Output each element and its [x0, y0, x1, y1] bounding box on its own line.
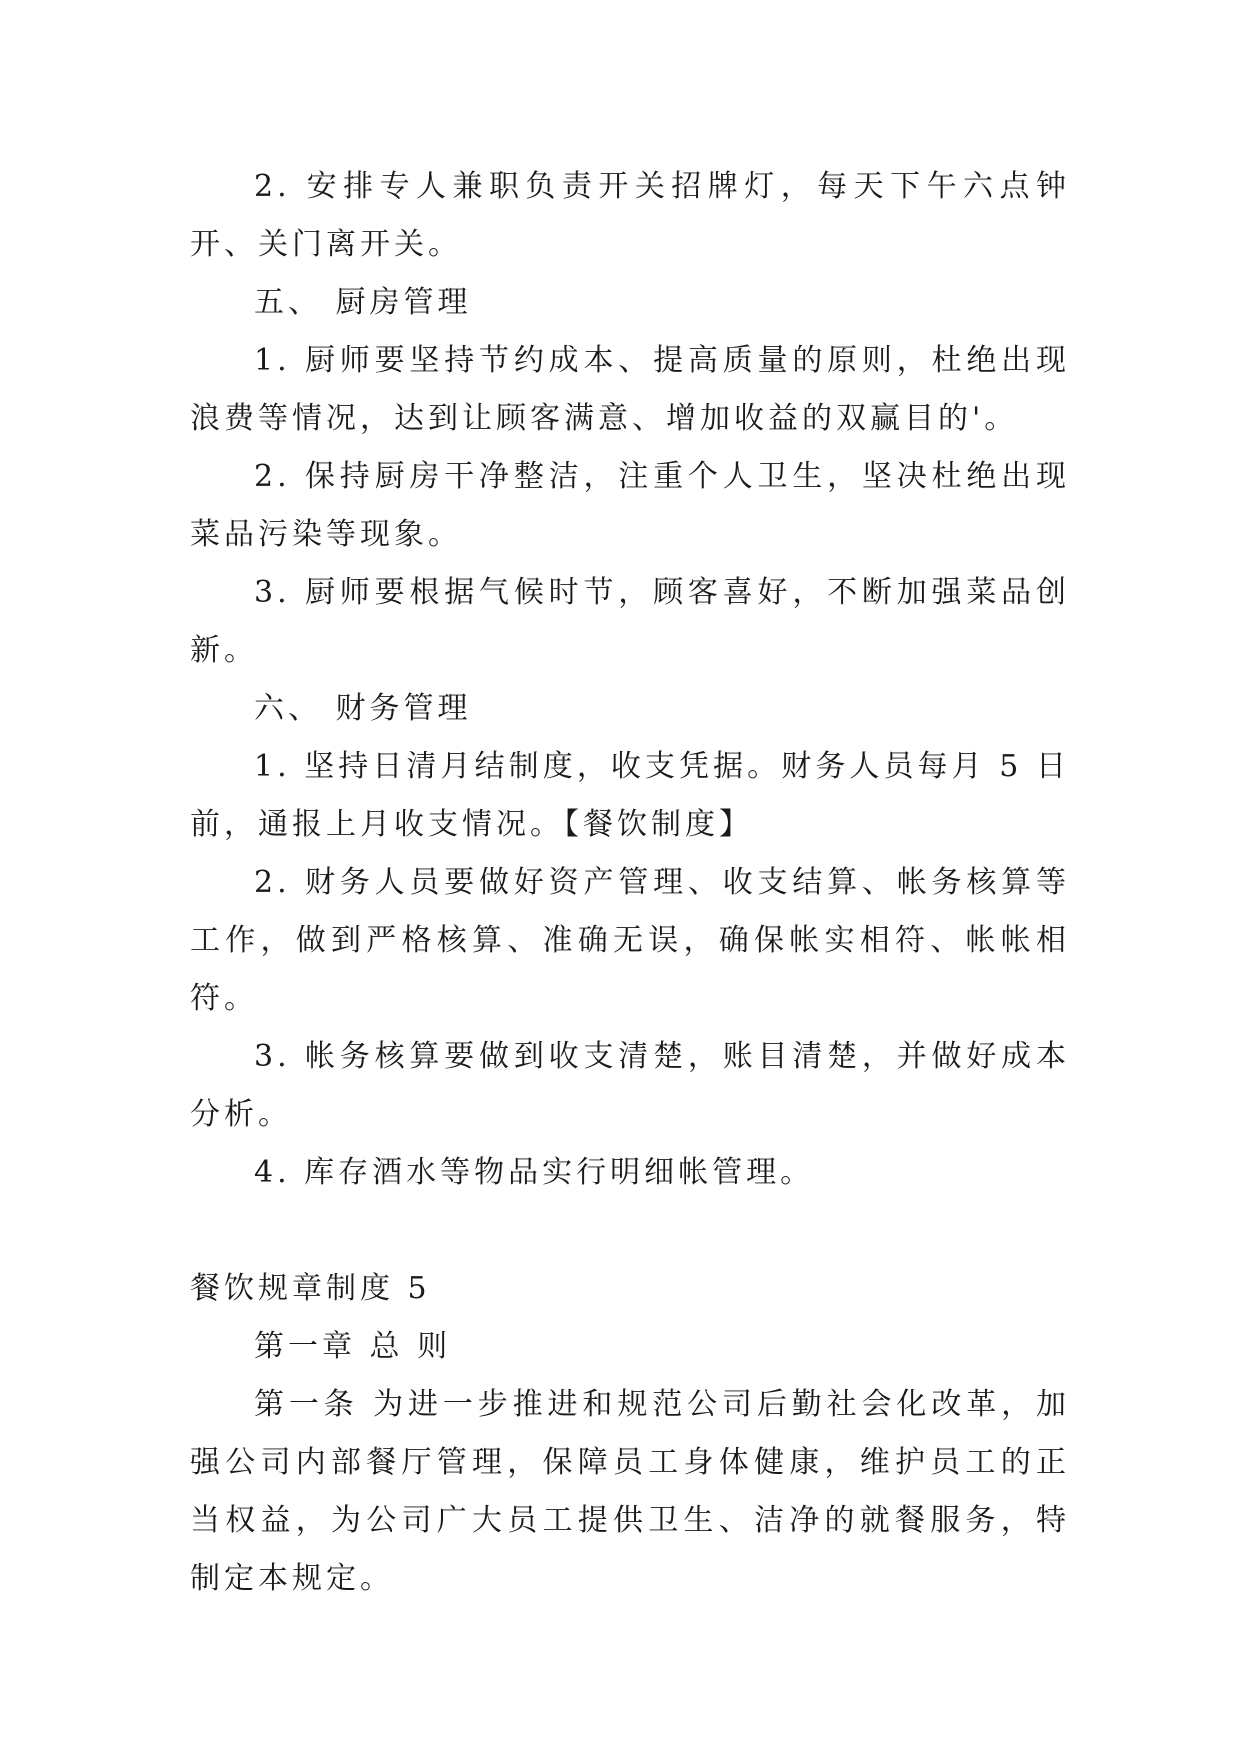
article-1: 第一条 为进一步推进和规范公司后勤社会化改革，加强公司内部餐厅管理，保障员工身体健康，维护员工的正当权益，为公司广大员工提供卫生、洁净的就餐服务，特制定本规定。 [190, 1387, 1070, 1596]
heading-finance-management: 六、 财务管理 [254, 691, 472, 726]
document-body [190, 158, 1070, 1608]
section-title: 餐饮规章制度 5 [190, 1271, 431, 1306]
section-spacer [190, 1202, 1070, 1260]
paragraph-kitchen-3: 3. 厨师要根据气候时节，顾客喜好，不断加强菜品创新。 [190, 575, 1070, 668]
paragraph-finance-2: 2. 财务人员要做好资产管理、收支结算、帐务核算等工作，做到严格核算、准确无误，确保帐实相符、帐帐相符。 [190, 865, 1070, 1016]
paragraph-kitchen-2: 2. 保持厨房干净整洁，注重个人卫生，坚决杜绝出现菜品污染等现象。 [190, 459, 1070, 552]
heading-kitchen-management: 五、 厨房管理 [254, 285, 472, 320]
paragraph-kitchen-1: 1. 厨师要坚持节约成本、提高质量的原则，杜绝出现浪费等情况，达到让顾客满意、增加收益的双赢目的'。 [190, 343, 1070, 436]
paragraph-finance-3: 3. 帐务核算要做到收支清楚，账目清楚，并做好成本分析。 [190, 1039, 1070, 1132]
paragraph-finance-1: 1. 坚持日清月结制度，收支凭据。财务人员每月 5 日前，通报上月收支情况。【餐饮制度】 [190, 749, 1070, 842]
paragraph-finance-4: 4. 库存酒水等物品实行明细帐管理。 [254, 1155, 815, 1190]
chapter-title: 第一章 总 则 [254, 1329, 452, 1364]
paragraph-signboard-lights: 2. 安排专人兼职负责开关招牌灯，每天下午六点钟开、关门离开关。 [190, 169, 1070, 262]
